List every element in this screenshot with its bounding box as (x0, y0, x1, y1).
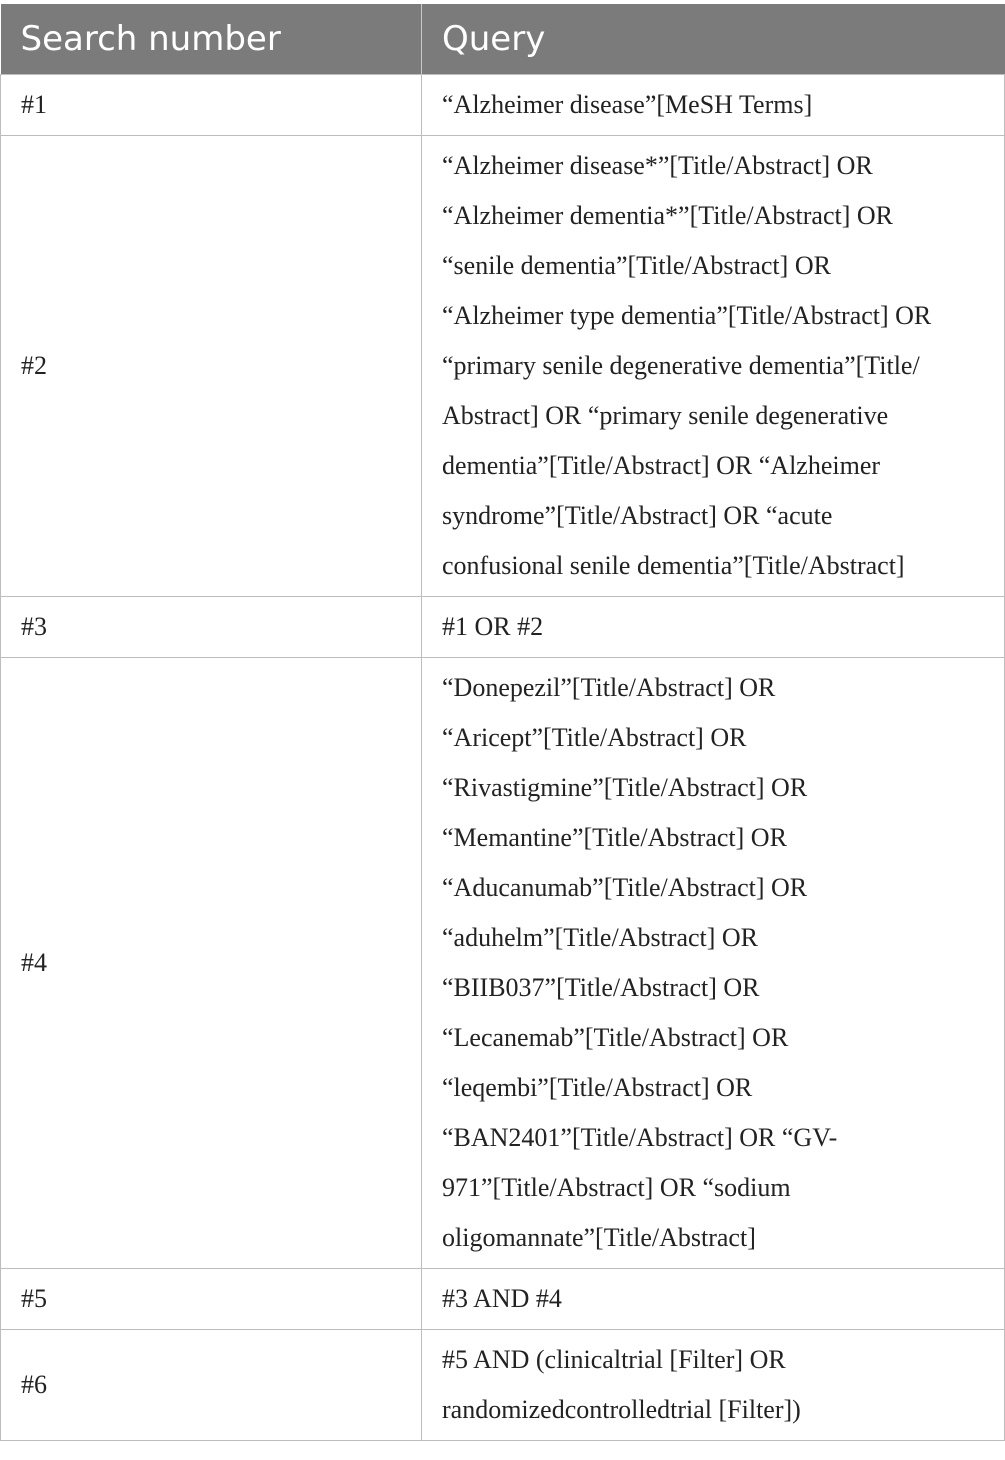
query-line: #1 OR #2 (442, 612, 544, 641)
search-number-cell: #3 (1, 597, 422, 658)
table-row (1, 1269, 1005, 1330)
query-line: “Alzheimer type dementia”[Title/Abstract] OR (442, 301, 932, 330)
query-line: randomizedcontrolledtrial [Filter]) (442, 1395, 801, 1424)
header-row (1, 4, 1005, 75)
query-line: “leqembi”[Title/Abstract] OR (442, 1073, 753, 1102)
query-cell (422, 1330, 1005, 1441)
query-line: “BIIB037”[Title/Abstract] OR (442, 973, 760, 1002)
search-number-cell: #4 (1, 658, 422, 1269)
query-cell (422, 597, 1005, 658)
table-row (1, 597, 1005, 658)
search-number-cell: #1 (1, 75, 422, 136)
query-cell (422, 136, 1005, 597)
query-line: “BAN2401”[Title/Abstract] OR “GV- (442, 1123, 838, 1152)
query-line: #5 AND (clinicaltrial [Filter] OR (442, 1345, 786, 1374)
query-line: “Memantine”[Title/Abstract] OR (442, 823, 787, 852)
query-line: 971”[Title/Abstract] OR “sodium (442, 1173, 791, 1202)
query-line: “Rivastigmine”[Title/Abstract] OR (442, 773, 808, 802)
query-line: “Lecanemab”[Title/Abstract] OR (442, 1023, 789, 1052)
header-query: Query (422, 4, 1005, 75)
search-number-cell: #2 (1, 136, 422, 597)
table-row (1, 136, 1005, 597)
query-line: syndrome”[Title/Abstract] OR “acute (442, 501, 833, 530)
query-line: “Donepezil”[Title/Abstract] OR (442, 673, 776, 702)
query-line: “primary senile degenerative dementia”[Title/ (442, 351, 920, 380)
query-line: “aduhelm”[Title/Abstract] OR (442, 923, 759, 952)
table-body (1, 75, 1005, 1441)
query-line: “Alzheimer disease*”[Title/Abstract] OR (442, 151, 873, 180)
table-row (1, 75, 1005, 136)
query-line: “Aricept”[Title/Abstract] OR (442, 723, 747, 752)
query-line: confusional senile dementia”[Title/Abstract] (442, 551, 905, 580)
search-number-cell: #6 (1, 1330, 422, 1441)
query-cell (422, 1269, 1005, 1330)
query-line: Abstract] OR “primary senile degenerative (442, 401, 889, 430)
query-line: dementia”[Title/Abstract] OR “Alzheimer (442, 451, 881, 480)
query-cell (422, 658, 1005, 1269)
table-row (1, 658, 1005, 1269)
query-line: “Aducanumab”[Title/Abstract] OR (442, 873, 808, 902)
query-line: “senile dementia”[Title/Abstract] OR (442, 251, 831, 280)
search-number-cell: #5 (1, 1269, 422, 1330)
table-row (1, 1330, 1005, 1441)
query-cell (422, 75, 1005, 136)
query-line: “Alzheimer disease”[MeSH Terms] (442, 90, 813, 119)
table-header (1, 4, 1005, 75)
query-line: “Alzheimer dementia*”[Title/Abstract] OR (442, 201, 894, 230)
search-strategy-table (0, 4, 1005, 1441)
query-line: #3 AND #4 (442, 1284, 562, 1313)
header-search-number: Search number (1, 4, 422, 75)
query-line: oligomannate”[Title/Abstract] (442, 1223, 756, 1252)
